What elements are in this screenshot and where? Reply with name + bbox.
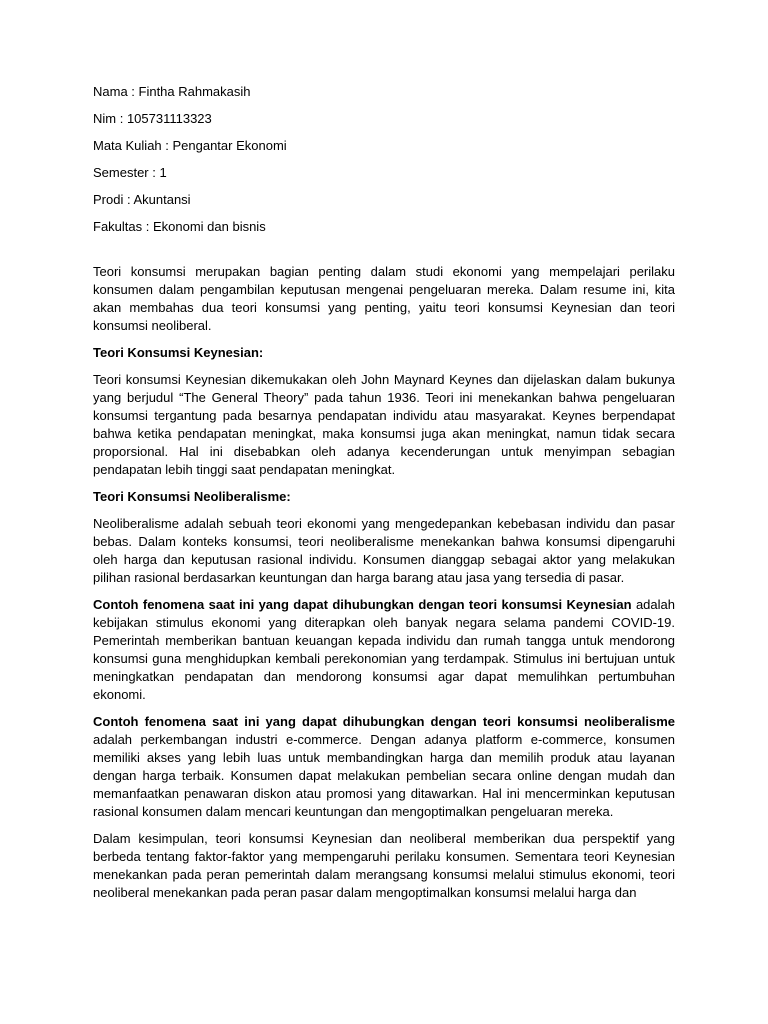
keynesian-heading: Teori Konsumsi Keynesian: bbox=[93, 345, 264, 361]
keynesian-example-text: adalah kebijakan stimulus ekonomi yang diterapkan oleh banyak negara selama pandemi COVID-19. Pemerintah memberikan bantuan keuangan kepada individu dan rumah tangga untuk mendorong konsumsi guna menghidupkan kembali perekonomian yang terdampak. Stimulus ini bertujuan untuk meningkatkan pendapatan dan mendorong konsumsi agar dapat memulihkan pertumbuhan ekonomi. bbox=[93, 597, 675, 703]
keynesian-example-paragraph bbox=[93, 596, 675, 704]
keynesian-paragraph: Teori konsumsi Keynesian dikemukakan oleh John Maynard Keynes dan dijelaskan dalam bukunya yang berjudul “The General Theory” pada tahun 1936. Teori ini menekankan bahwa pengeluaran konsumsi tergantung pada besarnya pendapatan individu atau masyarakat. Keynes berpendapat bahwa ketika pendapatan meningkat, maka konsumsi juga akan meningkat, namun tidak secara proporsional. Hal ini disebabkan oleh adanya kecenderungan untuk menyimpan sebagian pendapatan lebih tinggi saat pendapatan meningkat. bbox=[93, 372, 675, 478]
neoliberal-example-lead: Contoh fenomena saat ini yang dapat dihubungkan dengan teori konsumsi neoliberalisme bbox=[93, 714, 675, 730]
conclusion-paragraph: Dalam kesimpulan, teori konsumsi Keynesian dan neoliberal memberikan dua perspektif yang berbeda tentang faktor-faktor yang mempengaruhi perilaku konsumen. Sementara teori Keynesian menekankan pada peran pemerintah dalam merangsang konsumsi melalui stimulus ekonomi, teori neoliberal menekankan pada peran pasar dalam mengoptimalkan konsumsi melalui harga dan bbox=[93, 831, 675, 901]
course-name: Mata Kuliah : Pengantar Ekonomi bbox=[93, 138, 287, 153]
student-info bbox=[93, 86, 675, 233]
semester: Semester : 1 bbox=[93, 165, 167, 180]
neoliberal-paragraph: Neoliberalisme adalah sebuah teori ekonomi yang mengedepankan kebebasan individu dan pasar bebas. Dalam konteks konsumsi, teori neoliberalisme menekankan bahwa konsumsi dipengaruhi oleh harga dan keputusan rasional individu. Konsumen dianggap sebagai aktor yang melakukan pilihan rasional berdasarkan keuntungan dan harga barang atau jasa yang tersedia di pasar. bbox=[93, 516, 675, 586]
keynesian-example-lead: Contoh fenomena saat ini yang dapat dihubungkan dengan teori konsumsi Keynesian bbox=[93, 597, 632, 613]
student-nim: Nim : 105731113323 bbox=[93, 111, 212, 126]
study-program: Prodi : Akuntansi bbox=[93, 192, 191, 207]
intro-paragraph: Teori konsumsi merupakan bagian penting dalam studi ekonomi yang mempelajari perilaku konsumen dalam pengambilan keputusan mengenai pengeluaran mereka. Dalam resume ini, kita akan membahas dua teori konsumsi yang penting, yaitu teori konsumsi Keynesian dan teori konsumsi neoliberal. bbox=[93, 264, 675, 334]
document-body bbox=[93, 263, 675, 902]
student-name: Nama : Fintha Rahmakasih bbox=[93, 84, 251, 99]
neoliberal-heading: Teori Konsumsi Neoliberalisme: bbox=[93, 489, 291, 505]
faculty: Fakultas : Ekonomi dan bisnis bbox=[93, 219, 266, 234]
neoliberal-example-text: adalah perkembangan industri e-commerce. Dengan adanya platform e-commerce, konsumen memiliki akses yang lebih luas untuk membandingkan harga dan memilih produk atau layanan dengan harga terbaik. Konsumen dapat melakukan pembelian secara online dengan mudah dan memanfaatkan penawaran diskon atau promosi yang ditawarkan. Hal ini mencerminkan keputusan rasional konsumen dalam mencari keuntungan dan mengoptimalkan pengeluaran mereka. bbox=[93, 732, 675, 820]
neoliberal-example-paragraph bbox=[93, 713, 675, 821]
